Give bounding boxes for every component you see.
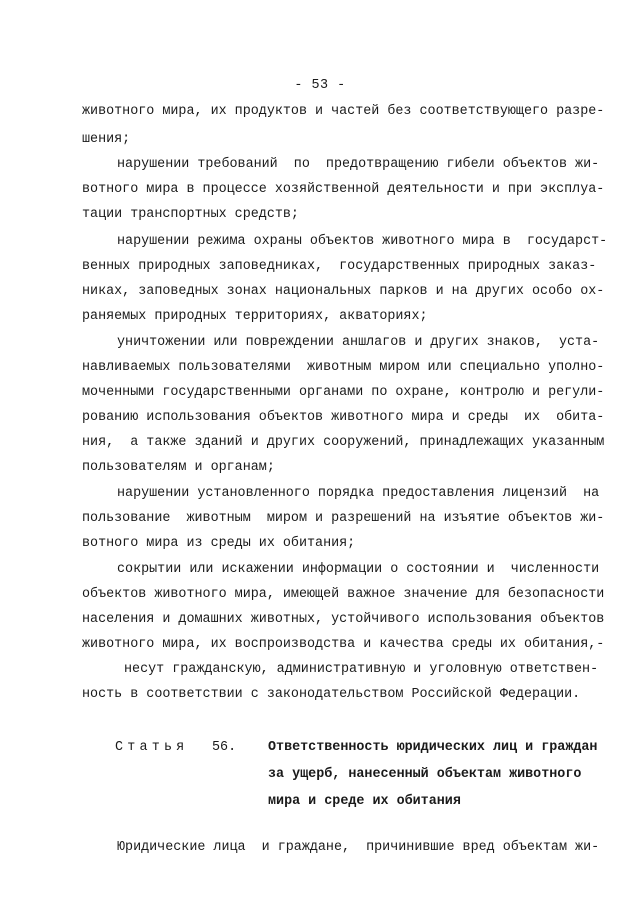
text-line: нарушении требований по предотвращению гибели объектов жи- bbox=[117, 157, 600, 172]
text-line: пользование животным миром и разрешений на изъятие объектов жи- bbox=[82, 511, 605, 526]
text-line: ния, а также зданий и других сооружений, принадлежащих указанным bbox=[82, 435, 605, 450]
text-line: венных природных заповедниках, государственных природных заказ- bbox=[82, 259, 597, 274]
text-line: объектов животного мира, имеющей важное значение для безопасности bbox=[82, 587, 605, 602]
text-line: пользователям и органам; bbox=[82, 460, 275, 475]
text-line: моченными государственными органами по охране, контролю и регули- bbox=[82, 385, 605, 400]
article-title-line: мира и среде их обитания bbox=[268, 794, 461, 809]
text-line: шения; bbox=[82, 132, 131, 147]
text-line: животного мира, их воспроизводства и качества среды их обитания,- bbox=[82, 637, 605, 652]
article-number: 56. bbox=[212, 740, 237, 755]
text-line: рованию использования объектов животного мира и среды их обита- bbox=[82, 410, 605, 425]
text-line: Юридические лица и граждане, причинившие вред объектам жи- bbox=[117, 840, 600, 855]
article-label: Статья bbox=[115, 740, 189, 755]
article-title-line: Ответственность юридических лиц и граждан bbox=[268, 740, 598, 755]
text-line: тации транспортных средств; bbox=[82, 207, 299, 222]
text-line: несут гражданскую, административную и уголовную ответствен- bbox=[124, 662, 599, 677]
article-title-line: за ущерб, нанесенный объектам животного bbox=[268, 767, 582, 782]
text-line: нарушении режима охраны объектов животного мира в государст- bbox=[117, 234, 608, 249]
text-line: раняемых природных территориях, акваториях; bbox=[82, 309, 428, 324]
text-line: сокрытии или искажении информации о состоянии и численности bbox=[117, 562, 600, 577]
text-line: навливаемых пользователями животным миром или специально уполно- bbox=[82, 360, 605, 375]
page-number: - 53 - bbox=[294, 78, 346, 93]
text-line: животного мира, их продуктов и частей без соответствующего разре- bbox=[82, 104, 605, 119]
text-line: никах, заповедных зонах национальных парков и на других особо ох- bbox=[82, 284, 605, 299]
text-line: вотного мира из среды их обитания; bbox=[82, 536, 356, 551]
text-line: населения и домашних животных, устойчивого использования объектов bbox=[82, 612, 605, 627]
text-line: уничтожении или повреждении аншлагов и других знаков, уста- bbox=[117, 335, 600, 350]
text-line: нарушении установленного порядка предоставления лицензий на bbox=[117, 486, 600, 501]
text-line: вотного мира в процессе хозяйственной деятельности и при эксплуа- bbox=[82, 182, 605, 197]
text-line: ность в соответствии с законодательством Российской Федерации. bbox=[82, 687, 581, 702]
